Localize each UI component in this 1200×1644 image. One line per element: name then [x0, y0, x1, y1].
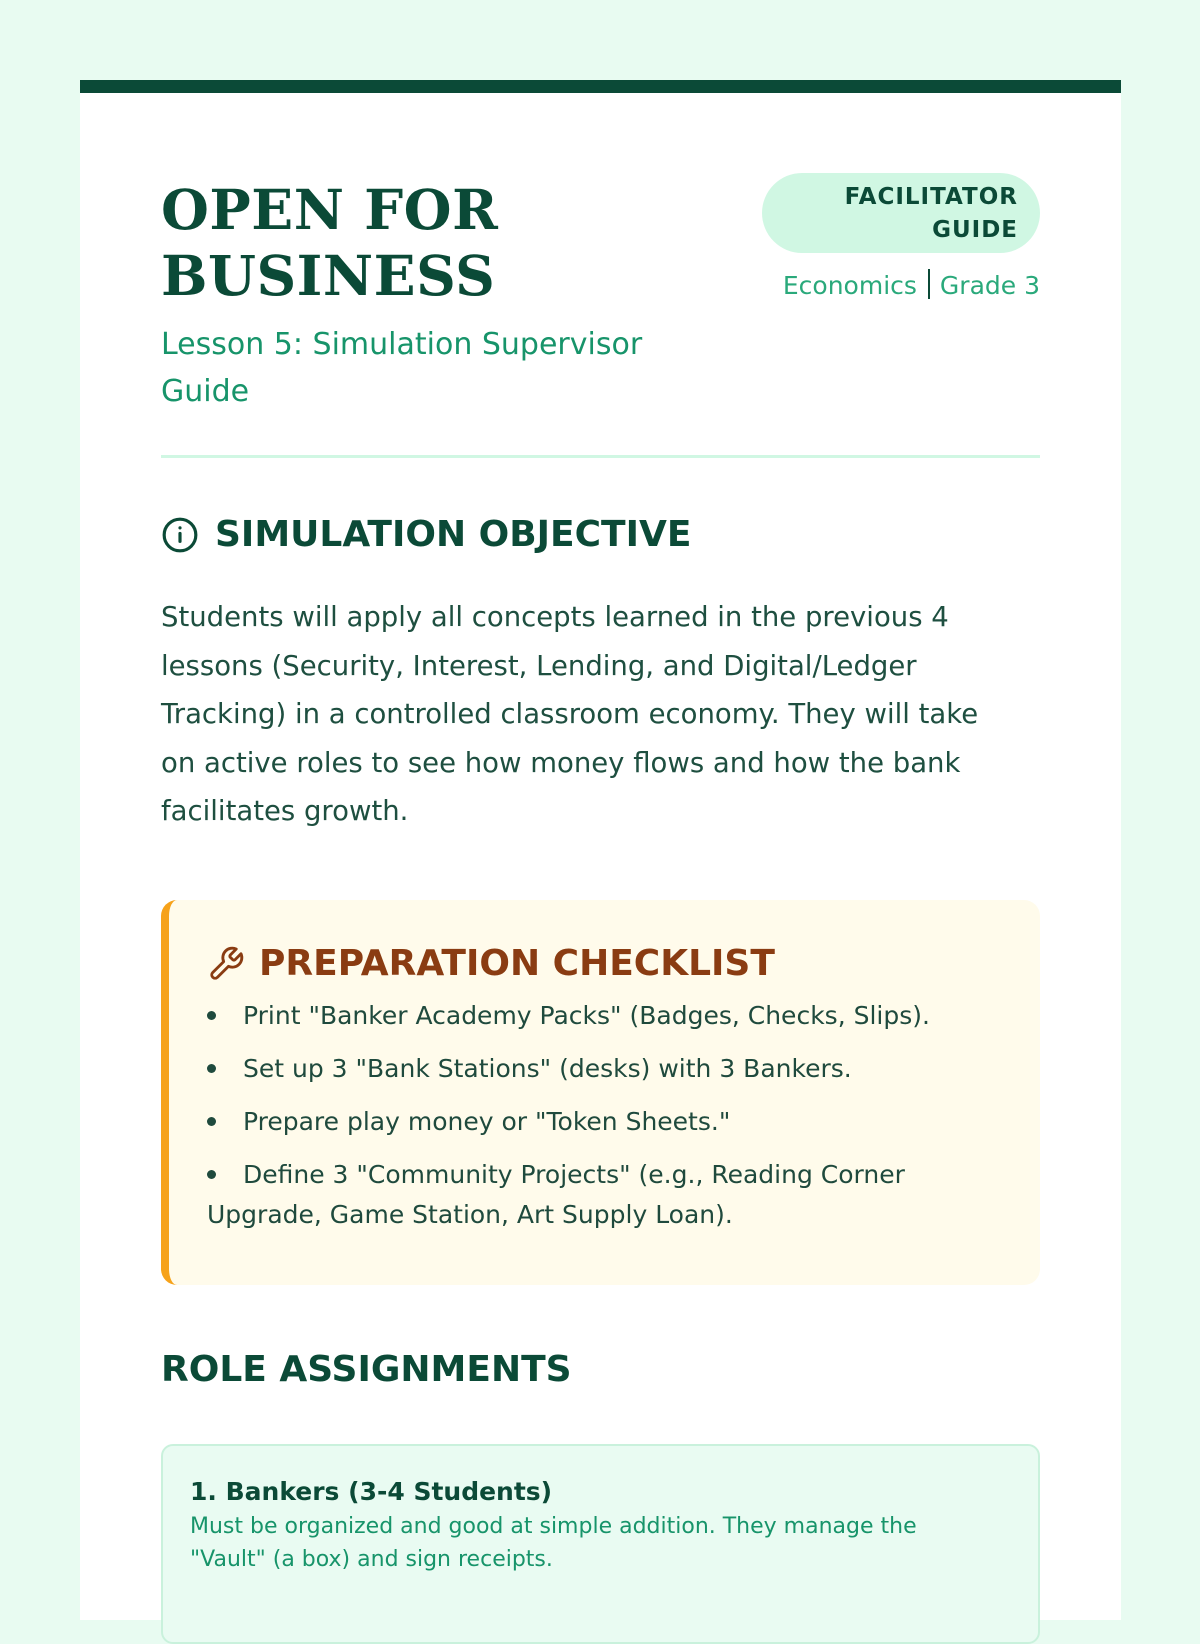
- wrench-icon: [207, 945, 245, 983]
- checklist-item: [207, 1049, 947, 1089]
- checklist-list: [207, 996, 1000, 1235]
- meta-divider: [928, 269, 930, 299]
- page-content: [161, 93, 1040, 1572]
- role-title: 1. Bankers (3-4 Students): [190, 1477, 553, 1506]
- page-header: [161, 93, 1040, 409]
- objective-heading-label: SIMULATION OBJECTIVE: [215, 514, 692, 555]
- header-divider: [161, 455, 1040, 458]
- course-meta: [783, 269, 1040, 303]
- checklist-heading-label: PREPARATION CHECKLIST: [259, 943, 775, 984]
- objective-text: Students will apply all concepts learned in the previous 4 lessons (Security, Interest, Lending, and Digital/Ledger Tracking) in a controlled classroom economy. They will take on active roles to see how money flows and how the bank facilitates growth.: [161, 601, 979, 827]
- facilitator-guide-badge: FACILITATOR GUIDE: [762, 173, 1040, 253]
- bullet: [207, 1011, 216, 1020]
- checklist-item-text: Print "Banker Academy Packs" (Badges, Checks, Slips).: [243, 1001, 930, 1030]
- page-title: OPEN FOR BUSINESS: [161, 177, 499, 308]
- role-card-bankers: [161, 1444, 1040, 1644]
- checklist-item: [207, 996, 947, 1036]
- bullet: [207, 1064, 216, 1073]
- roles-heading: ROLE ASSIGNMENTS: [161, 1349, 572, 1390]
- checklist-heading: [207, 940, 1000, 988]
- bullet: [207, 1117, 216, 1126]
- objective-heading: [161, 511, 691, 559]
- bullet: [207, 1170, 216, 1179]
- role-description: Must be organized and good at simple addition. They manage the "Vault" (a box) and sign receipts.: [190, 1514, 917, 1572]
- checklist-item-text: Prepare play money or "Token Sheets.": [243, 1107, 731, 1136]
- preparation-checklist: [161, 900, 1040, 1285]
- grade-label: Grade 3: [939, 271, 1040, 300]
- checklist-item: [207, 1102, 947, 1142]
- info-circle-icon: [161, 516, 199, 554]
- checklist-item: [207, 1155, 947, 1235]
- checklist-item-text: Set up 3 "Bank Stations" (desks) with 3 Bankers.: [243, 1054, 852, 1083]
- lesson-subtitle: Lesson 5: Simulation Supervisor Guide: [161, 327, 643, 409]
- subject-label: Economics: [782, 271, 917, 300]
- guide-page: [80, 80, 1121, 1620]
- checklist-item-text: Define 3 "Community Projects" (e.g., Reading Corner Upgrade, Game Station, Art Supply Loan).: [207, 1160, 905, 1229]
